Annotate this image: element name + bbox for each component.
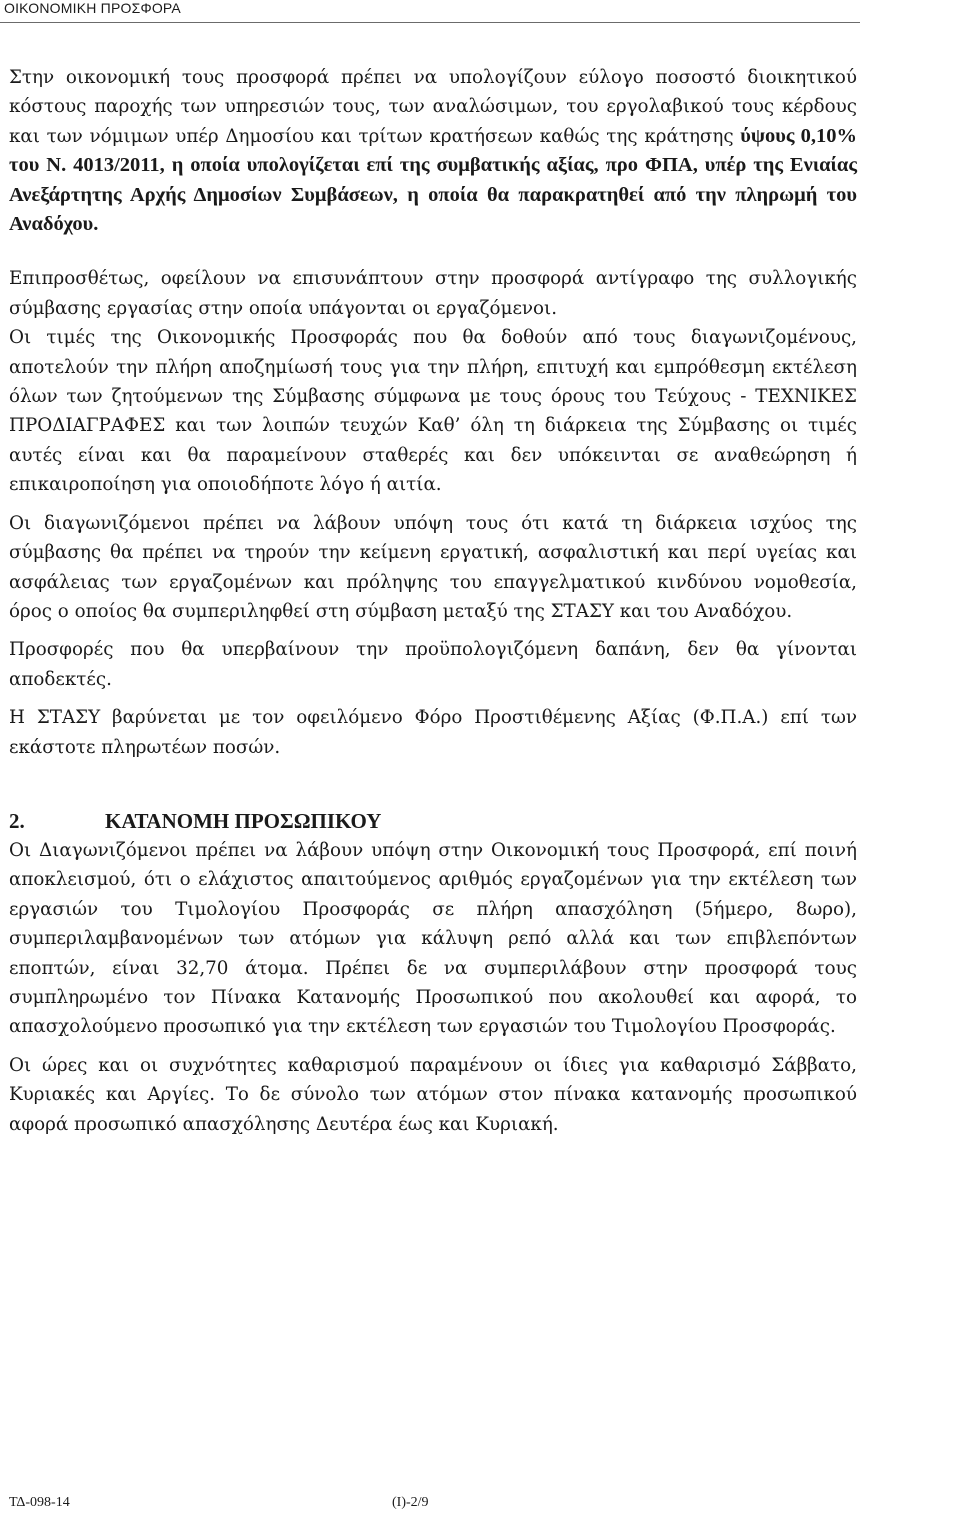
footer-doc-code: ΤΔ-098-14 [9,1495,70,1510]
footer-page-number: (Ι)-2/9 [392,1495,429,1510]
paragraph-fees-bold: ύψους 0,10% του Ν. 4013/2011, η οποία υπολογίζεται επί της συμβατικής αξίας, προ ΦΠΑ, υπέρ της Ενιαίας Ανεξάρτητης Αρχής Δημοσίων Συμβάσεων, η οποία θα παρακρατηθεί από την πληρωμή του Αναδόχου. [9,124,857,236]
paragraph-labour-law: Οι διαγωνιζόμενοι πρέπει να λάβουν υπόψη τους ότι κατά τη διάρκεια ισχύος της σύμβασης θα πρέπει να τηρούν την κείμενη εργατική, ασφαλιστική και περί υγείας και ασφάλειας των εργαζομένων και πρόληψης του επαγγελματικού κινδύνου νομοθεσία, όρος ο οποίος θα συμπεριληφθεί στη σύμβαση μεταξύ της ΣΤΑΣΥ και του Αναδόχου. [9,512,857,622]
section-title: ΚΑΤΑΝΟΜΗ ΠΡΟΣΩΠΙΚΟΥ [105,808,382,833]
paragraph-budget: Προσφορές που θα υπερβαίνουν την προϋπολογιζόμενη δαπάνη, δεν θα γίνονται αποδεκτές. [9,639,857,690]
paragraph-prices: Οι τιμές της Οικονομικής Προσφοράς που θα δοθούν από τους διαγωνιζομένους, αποτελούν την πλήρη αποζημίωσή τους για την πλήρη, επιτυχή και εμπρόθεσμη εκτέλεση όλων των ζητούμενων της Σύμβασης σύμφωνα με τους όρους του Τεύχους - ΤΕΧΝΙΚΕΣ ΠΡΟΔΙΑΓΡΑΦΕΣ και των λοιπών τευχών Καθ’ όλη τη διάρκεια της Σύμβασης οι τιμές αυτές είναι και θα παραμείνουν σταθερές και δεν υπόκεινται σε αναθεώρηση ή επικαιροποίηση για οποιοδήποτε λόγο ή αιτία. [9,327,857,496]
document-body [9,63,857,1139]
paragraph-staff-allocation: Οι Διαγωνιζόμενοι πρέπει να λάβουν υπόψη στην Οικονομική τους Προσφορά, επί ποινή αποκλεισμού, ότι ο ελάχιστος απαιτούμενος αριθμός εργαζομένων για την εκτέλεση των εργασιών του Τιμολογίου Προσφοράς σε πλήρη απασχόληση (5ήμερο, 8ωρο), συμπεριλαμβανομένων των ατόμων για κάλυψη ρεπό αλλά και των επιβλεπόντων εποπτών, είναι 32,70 άτομα. Πρέπει δε να συμπεριλάβουν στην προσφορά τους συμπληρωμένο τον Πίνακα Κατανομής Προσωπικού που ακολουθεί και αφορά, το απασχολούμενο προσωπικό για την εκτέλεση των εργασιών του Τιμολογίου Προσφοράς. [9,839,857,1038]
paragraph-collective-agreement: Επιπροσθέτως, οφείλουν να επισυνάπτουν στην προσφορά αντίγραφο της συλλογικής σύμβασης εργασίας στην οποία υπάγονται οι εργαζόμενοι. [9,268,857,319]
page-header [0,0,860,23]
paragraph-fees [9,63,857,239]
paragraph-vat: Η ΣΤΑΣΥ βαρύνεται με τον οφειλόμενο Φόρο Προστιθέμενης Αξίας (Φ.Π.Α.) επί των εκάστοτε πληρωτέων ποσών. [9,707,857,758]
section-number: 2. [9,808,25,833]
section-heading [9,807,857,836]
header-title: ΟΙΚΟΝΟΜΙΚΗ ΠΡΟΣΦΟΡΑ [4,0,181,16]
paragraph-fees-text: Στην οικονομική τους προσφορά πρέπει να υπολογίζουν εύλογο ποσοστό διοικητικού κόστους παροχής των υπηρεσιών τους, των αναλώσιμων, του εργολαβικού τους κέρδους και των νόμιμων υπέρ Δημοσίου και τρίτων κρατήσεων καθώς της κράτησης [9,67,857,147]
paragraph-weekend-hours: Οι ώρες και οι συχνότητες καθαρισμού παραμένουν οι ίδιες για καθαρισμό Σάββατο, Κυριακές και Αργίες. Το δε σύνολο των ατόμων στον πίνακα κατανομής προσωπικού αφορά προσωπικό απασχόλησης Δευτέρα έως και Κυριακή. [9,1054,857,1135]
